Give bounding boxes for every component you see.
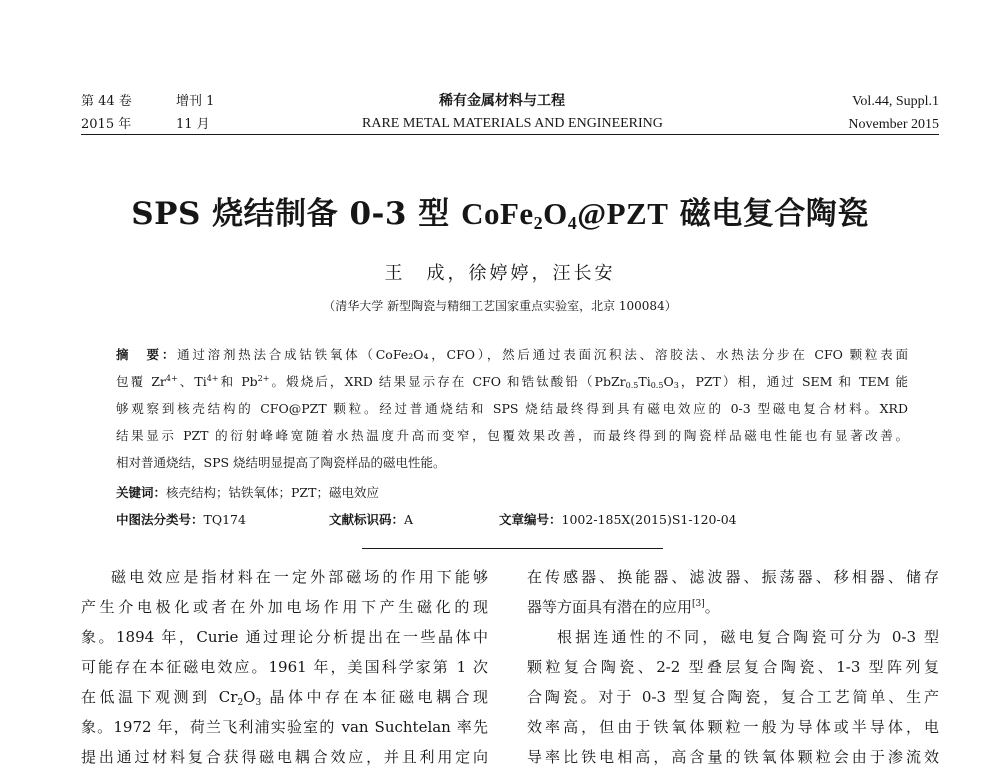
header-volume: 第 44 卷 [81, 94, 132, 109]
header-year: 2015 年 [81, 117, 132, 132]
body-col2-line-4: 颗粒复合陶瓷、2-2 型叠层复合陶瓷、1-3 型阵列复 [527, 658, 939, 676]
abstract-line-4: 结果显示 PZT 的衍射峰峰宽随着水热温度升高而变窄，包覆效果改善，而最终得到的陶瓷样品磁电性能也有显著改善。 [116, 428, 908, 443]
abstract-line-5: 相对普通烧结，SPS 烧结明显提高了陶瓷样品的磁电性能。 [116, 455, 446, 470]
body-col2-line-3: 根据连通性的不同，磁电复合陶瓷可分为 0-3 型 [557, 628, 939, 646]
header-journal-cn: 稀有金属材料与工程 [439, 93, 565, 109]
article-number: 文章编号：1002-185X(2015)S1-120-04 [499, 512, 737, 527]
header-journal-en: RARE METAL MATERIALS AND ENGINEERING [362, 116, 663, 131]
body-col2-line-7: 导率比铁电相高，高含量的铁氧体颗粒会由于渗流效 [527, 748, 939, 766]
body-col1-line-4: 可能存在本征磁电效应。1961 年，美国科学家第 1 次 [81, 658, 488, 676]
body-col2-line-5: 合陶瓷。对于 0-3 型复合陶瓷，复合工艺简单、生产 [527, 688, 939, 706]
body-col1-line-5: 在低温下观测到 $Cr_2O_3$ 晶体中存在本征磁电耦合现 [81, 688, 488, 708]
header-vol-en: Vol.44, Suppl.1 [852, 94, 939, 109]
paper-affiliation: （清华大学 新型陶瓷与精细工艺国家重点实验室，北京 100084） [323, 299, 677, 313]
document-code: 文献标识码：A [329, 512, 414, 527]
keywords-text: 核壳结构；钴铁氧体；PZT；磁电效应 [166, 485, 379, 500]
header-date-en: November 2015 [848, 117, 939, 132]
paper-title: SPS 烧结制备 0-3 型 $CoFe_2O_4@PZT$ 磁电复合陶瓷 [131, 196, 869, 233]
header-rule [81, 134, 939, 135]
clc-number: 中图法分类号：TQ174 [116, 512, 246, 527]
abstract-label: 摘 要： [116, 347, 178, 362]
body-col2-line-6: 效率高，但由于铁氧体颗粒一般为导体或半导体，电 [527, 718, 939, 736]
section-divider [362, 548, 663, 549]
body-col1-line-7: 提出通过材料复合获得磁电耦合效应，并且利用定向 [81, 748, 488, 766]
abstract-line-2: 包覆 $Zr^{4+}$、$Ti^{4+}$和 $Pb^{2+}$。煅烧后，XRD 结果显示存在 CFO 和锆钛酸铅（$PbZr_{0.5}Ti_{0.5}O_3$，PZT）相，通过 SEM 和 TEM 能 [116, 374, 908, 390]
body-col1-line-2: 产生介电极化或者在外加电场作用下产生磁化的现 [81, 598, 488, 616]
body-col2-line-2: 器等方面具有潜在的应用[3]。 [527, 598, 720, 616]
header-issue: 增刊 1 [176, 94, 215, 109]
keywords [116, 484, 379, 502]
body-col1-line-6: 象。1972 年，荷兰飞利浦实验室的 van Suchtelan 率先 [81, 718, 488, 736]
body-col1-line-3: 象。1894 年，Curie 通过理论分析提出在一些晶体中 [81, 628, 488, 646]
abstract-line-1: 摘 要：通过溶剂热法合成钴铁氧体（CoFe₂O₄，CFO），然后通过表面沉积法、溶胶法、水热法分步在 CFO 颗粒表面 [116, 347, 908, 362]
body-col2-line-1: 在传感器、换能器、滤波器、振荡器、移相器、储存 [527, 568, 939, 586]
keywords-label: 关键词： [116, 485, 167, 500]
header-month: 11 月 [176, 117, 210, 132]
paper-authors: 王 成，徐婷婷，汪长安 [384, 263, 616, 284]
body-col1-line-1: 磁电效应是指材料在一定外部磁场的作用下能够 [111, 568, 488, 586]
abstract-line-3: 够观察到核壳结构的 CFO@PZT 颗粒。经过普通烧结和 SPS 烧结最终得到具有磁电效应的 0-3 型磁电复合材料。XRD [116, 401, 908, 416]
